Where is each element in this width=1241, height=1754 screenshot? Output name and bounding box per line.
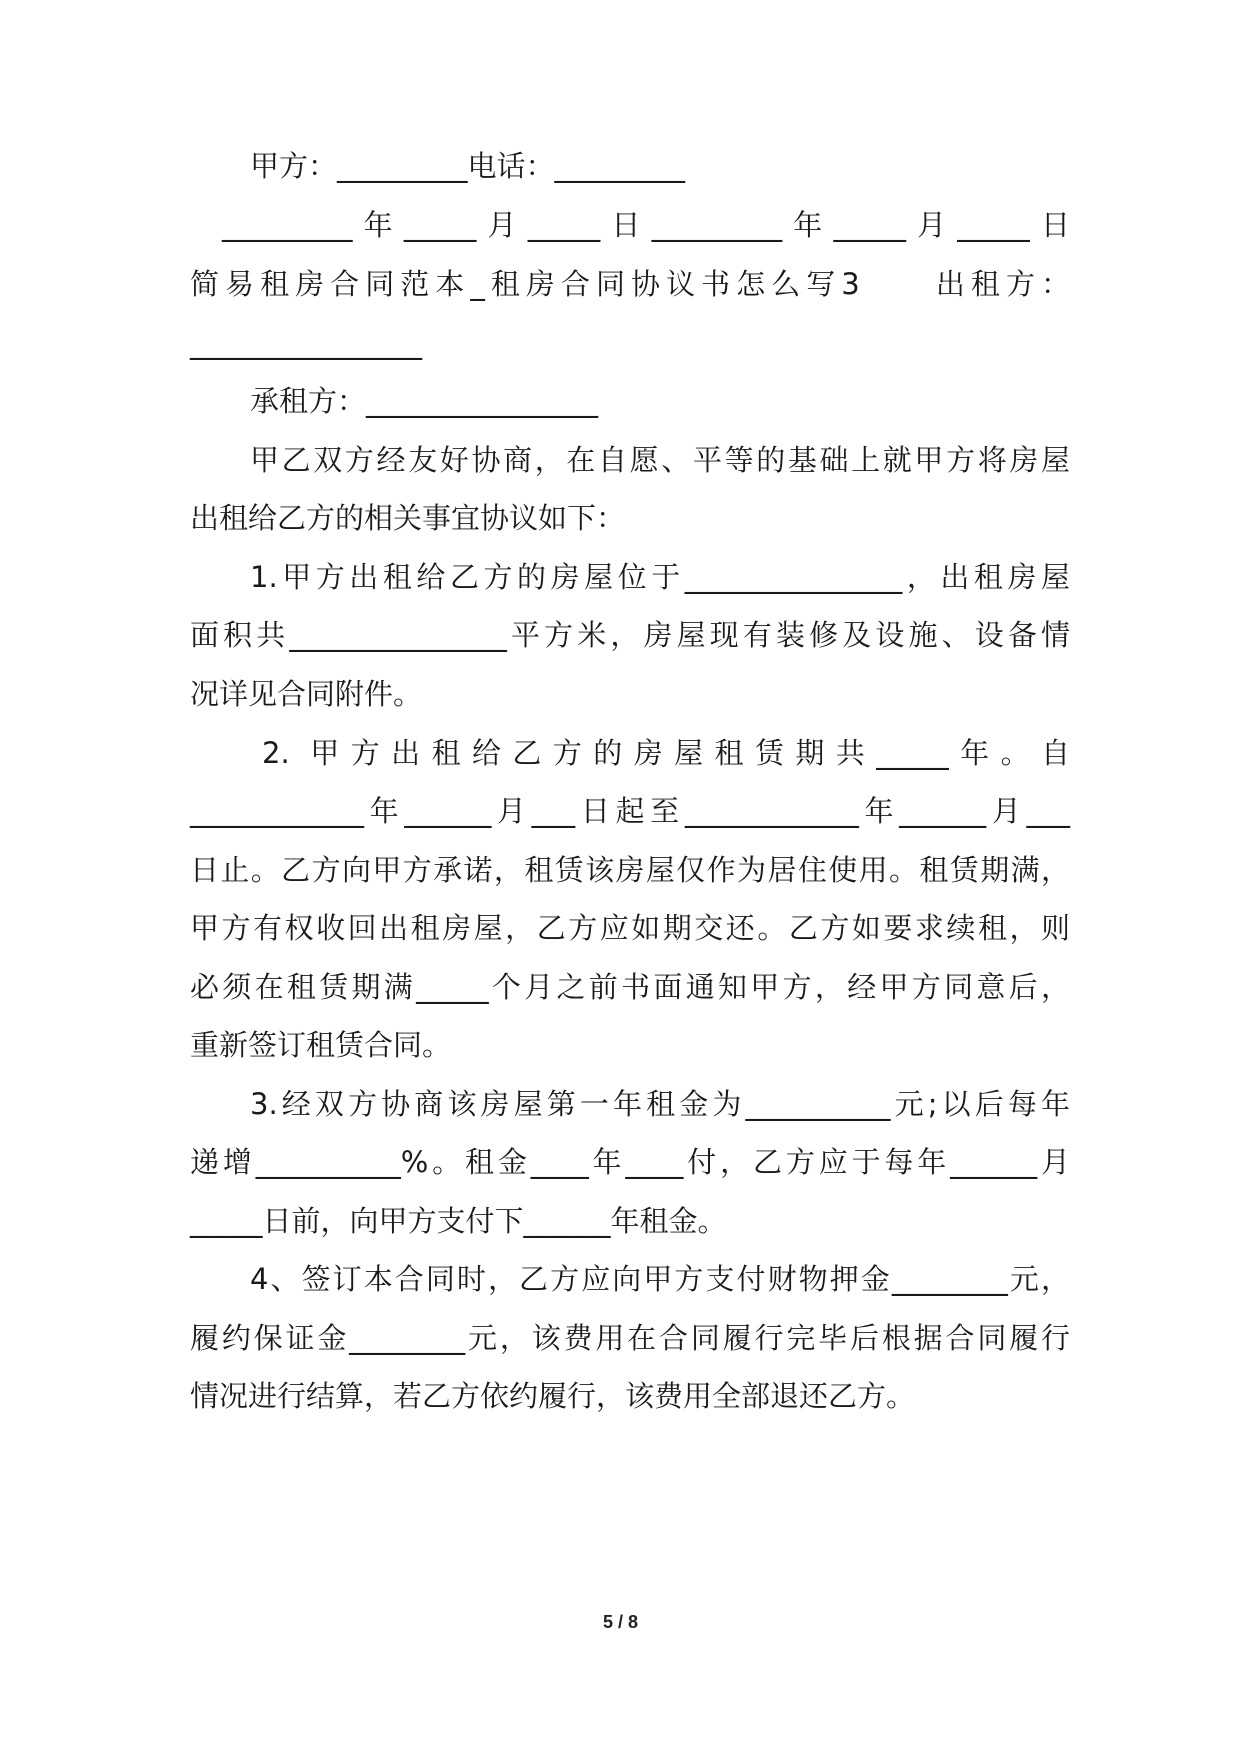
text-line-title-lessor: 简易租房合同范本_租房合同协议书怎么写3 出租方： <box>190 267 1070 301</box>
text-line-clause2-5: 必须在租赁期满_____个月之前书面通知甲方，经甲方同意后， <box>190 970 1070 1004</box>
text-line-clause2-3: 日止。乙方向甲方承诺，租赁该房屋仅作为居住使用。租赁期满， <box>190 853 1070 887</box>
text-line-clause3-2: 递增__________%。租金____年____付，乙方应于每年______月 <box>190 1145 1070 1179</box>
text-line-lessor-blank: ________________ <box>190 326 422 360</box>
text-line-intro-2: 出租给乙方的相关事宜协议如下： <box>190 501 626 535</box>
text-line-clause2-4: 甲方有权收回出租房屋，乙方应如期交还。乙方如要求续租，则 <box>190 911 1070 945</box>
text-line-dates: _________年_____月_____日_________年_____月_____日 <box>222 208 1070 242</box>
text-line-clause4-2: 履约保证金________元，该费用在合同履行完毕后根据合同履行 <box>190 1321 1070 1355</box>
page-number: 5 / 8 <box>602 1612 639 1632</box>
text-line-clause3-1: 3.经双方协商该房屋第一年租金为__________元;以后每年 <box>250 1087 1070 1121</box>
text-line-clause1-2: 面积共_______________平方米，房屋现有装修及设施、设备情 <box>190 618 1070 652</box>
text-line-clause4-1: 4、签订本合同时，乙方应向甲方支付财物押金________元， <box>250 1262 1070 1296</box>
text-line-clause2-1: 2. 甲方出租给乙方的房屋租赁期共_____年。自 <box>262 736 1070 770</box>
text-line-clause1-1: 1.甲方出租给乙方的房屋位于_______________，出租房屋 <box>250 560 1070 594</box>
text-line-clause1-3: 况详见合同附件。 <box>190 677 423 711</box>
text-line-party-a-phone: 甲方：_________电话：_________ <box>250 149 686 183</box>
text-line-clause3-3: _____日前，向甲方支付下______年租金。 <box>190 1204 727 1238</box>
text-line-clause4-3: 情况进行结算，若乙方依约履行，该费用全部退还乙方。 <box>190 1379 916 1413</box>
text-line-clause2-2: ____________年______月___日起至____________年______月___ <box>190 794 1070 828</box>
text-line-lessee: 承租方：________________ <box>250 384 599 418</box>
text-line-intro-1: 甲乙双方经友好协商，在自愿、平等的基础上就甲方将房屋 <box>250 443 1070 477</box>
text-line-clause2-6: 重新签订租赁合同。 <box>190 1028 452 1062</box>
